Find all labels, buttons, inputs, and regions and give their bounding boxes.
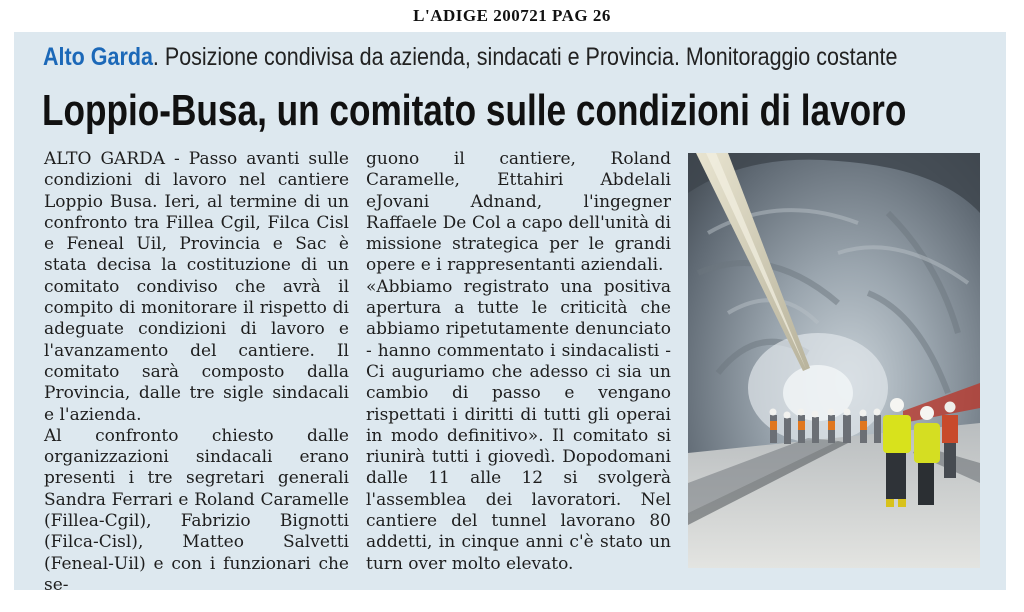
tunnel-illustration — [688, 153, 980, 568]
kicker-text: . Posizione condivisa da azienda, sindacati e Provincia. Monitoraggio costante — [152, 43, 898, 71]
article-headline: Loppio-Busa, un comitato sulle condizioni di lavoro — [42, 86, 907, 135]
article-kicker — [43, 40, 897, 74]
paragraph: «Abbiamo registrato una positiva apertura a tutte le criticità che abbiamo ripetutamente denunciato - hanno commentato i sindacalisti - Ci auguriamo che adesso ci sia un cambio di passo e vengano rispettati i diritti di tutti gli operai in modo definitivo». Il comitato si riunirà tutti i giovedì. Dopodomani dalle 11 alle 12 si svolgerà l'assemblea dei lavoratori. Nel cantiere del tunnel lavorano 80 addetti, in cinque anni c'è stato un turn over molto elevato. — [366, 276, 671, 574]
tunnel-photo — [688, 153, 980, 568]
paragraph: Al confronto chiesto dalle organizzazioni sindacali erano presenti i tre segretari generali Sandra Ferrari e Roland Caramelle (Fillea-Cgil), Fabrizio Bignotti (Filca-Cisl), Matteo Salvetti (Feneal-Uil) e con i funzionari che se- — [44, 425, 349, 595]
paragraph: ALTO GARDA - Passo avanti sulle condizioni di lavoro nel cantiere Loppio Busa. Ieri, al termine di un confronto tra Fillea Cgil, Filca Cisl e Feneal Uil, Provincia e Sac è stata decisa la costituzione di un comitato condiviso che avrà il compito di monitorare il rispetto di adeguate condizioni di lavoro e l'avanzamento del cantiere. Il comitato sarà composto dalla Provincia, dalle tre sigle sindacali e l'azienda. — [44, 149, 349, 425]
article-column-2 — [366, 149, 671, 575]
article-column-1 — [44, 149, 349, 596]
paragraph: guono il cantiere, Roland Caramelle, Ettahiri Abdelali eJovani Adnand, l'ingegner Raffaele De Col a capo dell'unità di missione strategica per le grandi opere e i rappresentanti aziendali. — [366, 149, 671, 276]
article-panel — [14, 32, 1006, 595]
kicker-place: Alto Garda — [43, 43, 153, 71]
masthead: L'ADIGE 200721 PAG 26 — [413, 6, 611, 25]
